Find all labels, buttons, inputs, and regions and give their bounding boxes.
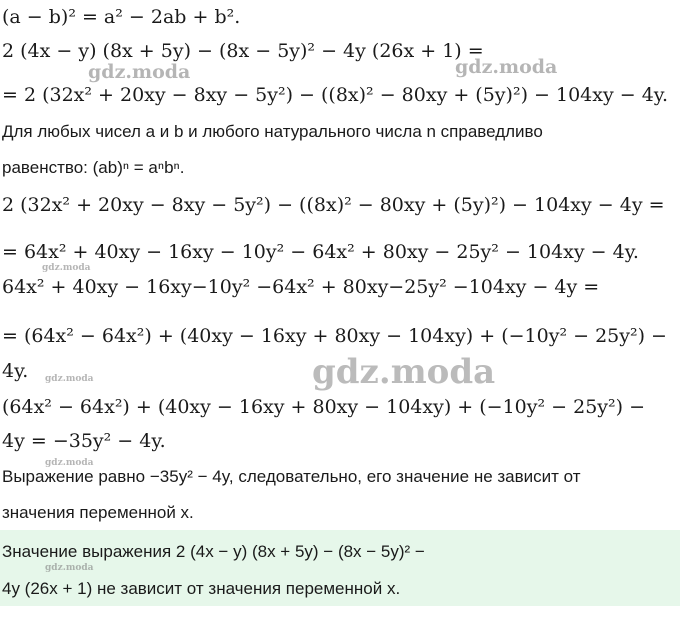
text-rule-line: равенство: (ab)ⁿ = aⁿbⁿ. [2, 158, 185, 177]
watermark: gdz.moda [455, 56, 558, 78]
answer-text: 4y (26x + 1) не зависит от значения переменной x. [2, 579, 401, 598]
expansion-line: = 2 (32x² + 20xy − 8xy − 5y²) − ((8x)² − 80xy + (5y)²) − 104xy − 4y. [2, 84, 669, 106]
formula-square-difference: (a − b)² = a² − 2ab + b². [2, 6, 241, 28]
expansion-line: = 64x² + 40xy − 16xy − 10y² − 64x² + 80xy − 25y² − 104xy − 4y. [2, 241, 639, 263]
text-rule-line: Для любых чисел a и b и любого натурального числа n справедливо [2, 122, 543, 141]
conclusion-text: Выражение равно −35y² − 4y, следовательно, его значение не зависит от [2, 467, 581, 486]
answer-text: Значение выражения 2 (4x − y) (8x + 5y) − (8x − 5y)² − [2, 542, 425, 561]
conclusion-text: значения переменной x. [2, 503, 194, 522]
watermark: gdz.moda [45, 563, 94, 573]
watermark: gdz.moda [88, 61, 191, 83]
result-line: 4y = −35y² − 4y. [2, 430, 166, 452]
watermark: gdz.moda [42, 263, 91, 273]
expansion-line: 2 (32x² + 20xy − 8xy − 5y²) − ((8x)² − 80xy + (5y)²) − 104xy − 4y = [2, 194, 665, 216]
result-line: (64x² − 64x²) + (40xy − 16xy + 80xy − 104xy) + (−10y² − 25y²) − [2, 396, 646, 418]
watermark: gdz.moda [45, 458, 94, 468]
watermark: gdz.moda [45, 374, 94, 384]
watermark: gdz.moda [312, 352, 496, 392]
grouping-line: = (64x² − 64x²) + (40xy − 16xy + 80xy − 104xy) + (−10y² − 25y²) − [2, 325, 667, 347]
expression-line: 2 (4x − y) (8x + 5y) − (8x − 5y)² − 4y (26x + 1) = [2, 40, 484, 62]
grouping-line: 4y. [2, 360, 29, 382]
grouping-line: 64x² + 40xy − 16xy−10y² −64x² + 80xy−25y² −104xy − 4y = [2, 276, 600, 298]
